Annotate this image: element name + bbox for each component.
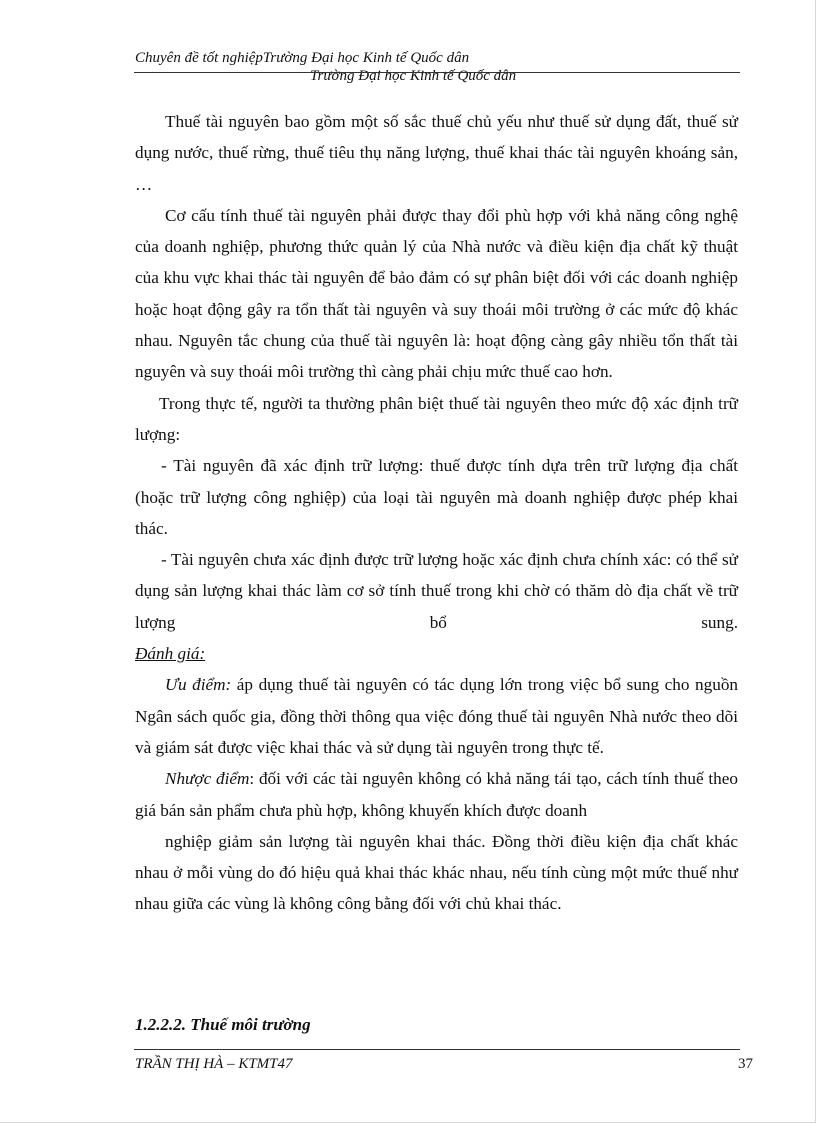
- paragraph-resource-tax-types: Thuế tài nguyên bao gồm một số sắc thuế chủ yếu như thuế sử dụng đất, thuế sử dụng nước, thuế rừng, thuế tiêu thụ năng lượng, thuế khai thác tài nguyên khoáng sản, …: [135, 112, 738, 194]
- advantages-label: Ưu điểm:: [165, 675, 232, 695]
- paragraph-advantages: [135, 669, 738, 763]
- running-header: Chuyên đề tốt nghiệpTrường Đại học Kinh tế Quốc dân: [135, 50, 470, 66]
- disadvantages-label: Nhược điểm: [165, 769, 250, 789]
- running-header-overlap: Trường Đại học Kinh tế Quốc dân: [310, 68, 517, 84]
- advantages-text: áp dụng thuế tài nguyên có tác dụng lớn trong việc bổ sung cho nguồn Ngân sách quốc gia, đồng thời thông qua việc đóng thuế tài nguyên Nhà nước theo dõi và giám sát được việc khai thác và sử dụng tài nguyên trong thực tế.: [135, 675, 739, 757]
- header-rule: [134, 72, 740, 73]
- footer-author: TRẦN THỊ HÀ – KTMT47: [135, 1056, 293, 1072]
- evaluation-heading: [135, 638, 738, 669]
- paragraph-tax-structure: Cơ cấu tính thuế tài nguyên phải được thay đổi phù hợp với khả năng công nghệ của doanh nghiệp, phương thức quản lý của Nhà nước và điều kiện địa chất kỹ thuật của khu vực khai thác tài nguyên để bảo đảm có sự phân biệt đối với các doanh nghiệp hoặc hoạt động gây ra tổn thất tài nguyên và suy thoái môi trường ở các mức độ khác nhau. Nguyên tắc chung của thuế tài nguyên là: hoạt động càng gây nhiều tổn thất tài nguyên và suy thoái môi trường thì càng phải chịu mức thuế cao hơn.: [135, 205, 738, 382]
- evaluation-label: Đánh giá:: [135, 644, 206, 664]
- bullet-determined-reserves: - Tài nguyên đã xác định trữ lượng: thuế được tính dựa trên trữ lượng địa chất (hoặc trữ lượng công nghiệp) của loại tài nguyên mà doanh nghiệp được phép khai thác.: [135, 456, 738, 538]
- page-number: 37: [738, 1056, 753, 1072]
- paragraph-in-practice: Trong thực tế, người ta thường phân biệt thuế tài nguyên theo mức độ xác định trữ lượng:: [135, 393, 738, 444]
- paragraph-disadvantages-continued: nghiệp giảm sản lượng tài nguyên khai thác. Đồng thời điều kiện địa chất khác nhau ở mỗi vùng do đó hiệu quả khai thác khác nhau, nếu tính cùng một mức thuế như nhau giữa các vùng là không công bằng đối với chủ khai thác.: [135, 831, 738, 914]
- paragraph-disadvantages: [135, 763, 738, 826]
- disadvantages-text: : đối với các tài nguyên không có khả năng tái tạo, cách tính thuế theo giá bán sản phẩm chưa phù hợp, không khuyến khích được doanh: [135, 769, 738, 820]
- section-heading: 1.2.2.2. Thuế môi trường: [135, 1015, 311, 1034]
- body-text: [135, 106, 738, 920]
- footer-rule: [134, 1049, 740, 1050]
- bullet-undetermined-reserves: - Tài nguyên chưa xác định được trữ lượng hoặc xác định chưa chính xác: có thể sử dụng sản lượng khai thác làm cơ sở tính thuế trong khi chờ có thăm dò địa chất về trữ lượng bổ sung.: [135, 550, 738, 632]
